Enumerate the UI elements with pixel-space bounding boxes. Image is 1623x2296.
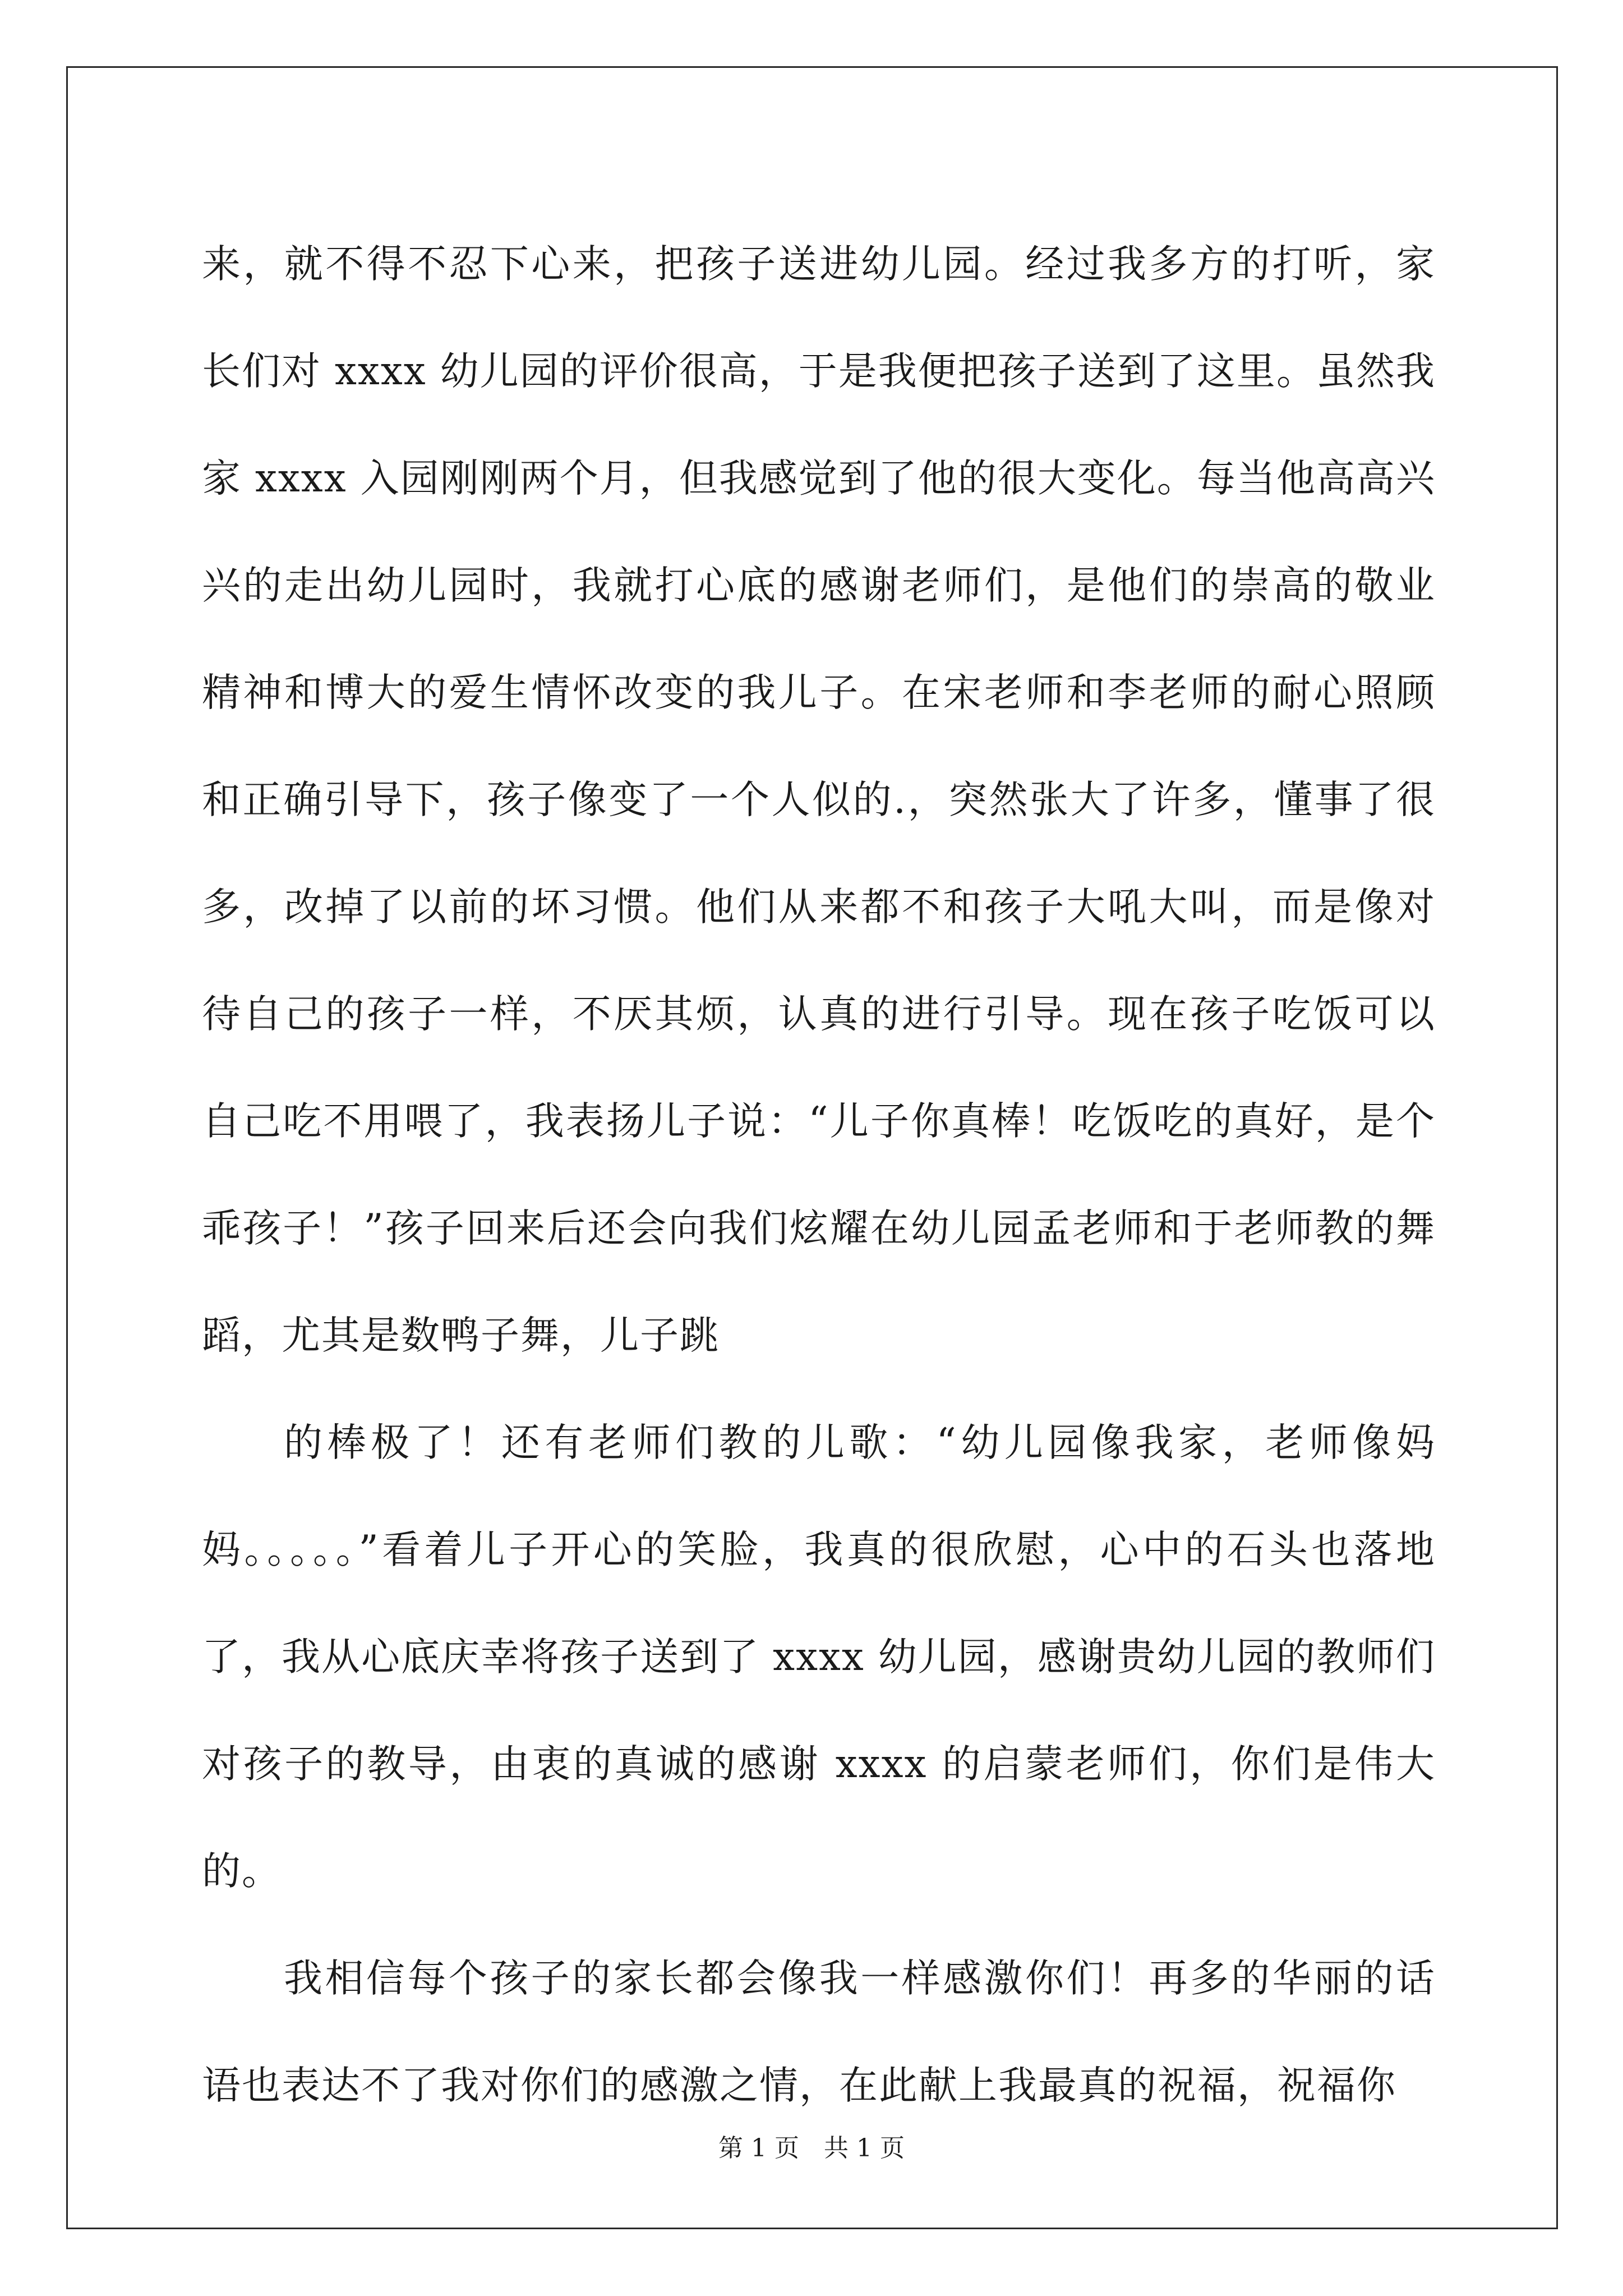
document-body [202,211,1436,2139]
paragraph-1: 来，就不得不忍下心来，把孩子送进幼儿园。经过我多方的打听，家长们对 xxxx 幼儿园的评价很高，于是我便把孩子送到了这里。虽然我家 xxxx 入园刚刚两个月，但我感觉到了他的很大变化。每当他高高兴兴的走出幼儿园时，我就打心底的感谢老师们，是他们的崇高的敬业精神和博大的爱生情怀改变的我儿子。在宋老师和李老师的耐心照顾和正确引导下，孩子像变了一个人似的.，突然张大了许多，懂事了很多，改掉了以前的坏习惯。他们从来都不和孩子大吼大叫，而是像对待自己的孩子一样，不厌其烦，认真的进行引导。现在孩子吃饭可以自己吃不用喂了，我表扬儿子说：“儿子你真棒！吃饭吃的真好，是个乖孩子！”孩子回来后还会向我们炫耀在幼儿园孟老师和于老师教的舞蹈，尤其是数鸭子舞，儿子跳 [202,242,1436,1358]
page-number-footer: 第 1 页 共 1 页 [718,2134,905,2162]
paragraph-3: 我相信每个孩子的家长都会像我一样感激你们！再多的华丽的话语也表达不了我对你们的感激之情，在此献上我最真的祝福，祝福你 [202,1956,1436,2108]
paragraph-2: 的棒极了！还有老师们教的儿歌：“幼儿园像我家，老师像妈妈。。。。。”看着儿子开心的笑脸，我真的很欣慰，心中的石头也落地了，我从心底庆幸将孩子送到了 xxxx 幼儿园，感谢贵幼儿园的教师们对孩子的教导，由衷的真诚的感谢 xxxx 的启蒙老师们，你们是伟大的。 [202,1420,1436,1894]
